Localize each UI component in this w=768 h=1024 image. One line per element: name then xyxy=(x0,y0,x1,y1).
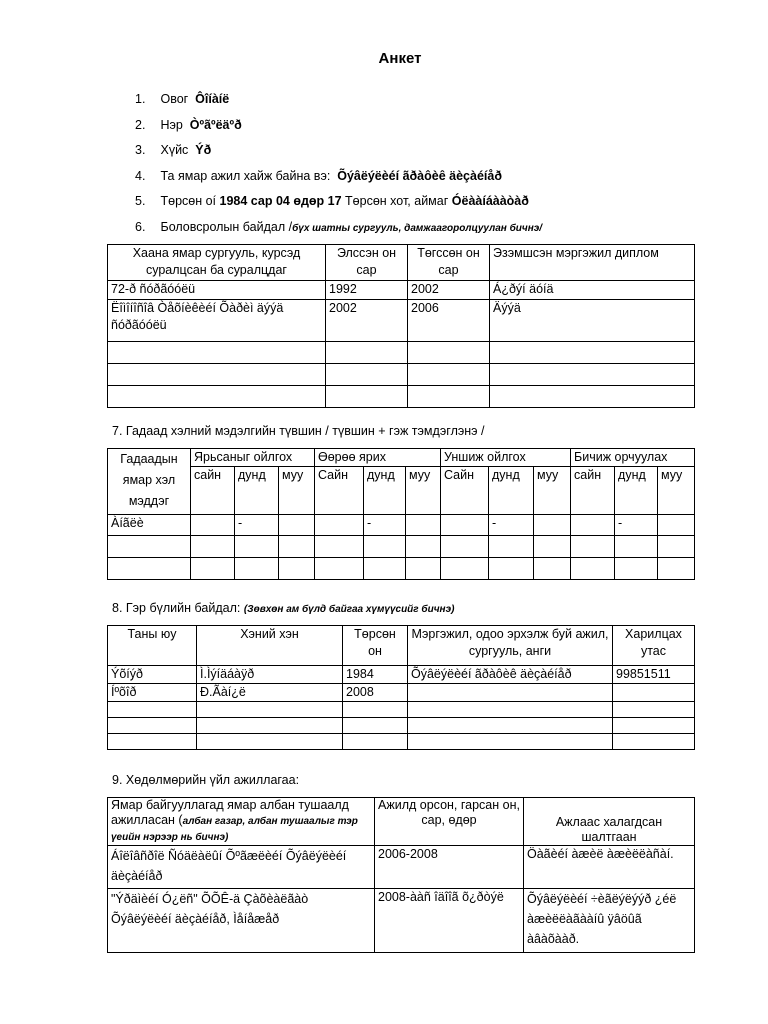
item-number: 1. xyxy=(135,92,146,106)
table-cell: 2002 xyxy=(326,300,408,342)
level-header: сайн xyxy=(191,467,235,515)
col-header: Ажилд орсон, гарсан он, сар, өдөр xyxy=(375,798,524,846)
label-job-sought: Та ямар ажил хайж байна вэ: xyxy=(160,168,331,183)
table-cell: Áîëîâñðîë Ñóäëàëûí Õºãæëèéí Õýâëýëèéí äèçàéíåð xyxy=(108,846,375,889)
personal-info xyxy=(135,90,542,243)
level-mark: - xyxy=(235,515,279,536)
value-birth-place: Óëààíáààòàð xyxy=(451,194,529,208)
level-header: муу xyxy=(534,467,571,515)
value-job-sought: Õýâëýëèéí ãðàôèê äèçàéíåð xyxy=(337,168,502,183)
level-header: муу xyxy=(406,467,441,515)
table-row xyxy=(108,536,695,558)
table-cell: Ýõíýð xyxy=(108,666,197,684)
item-number: 2. xyxy=(135,117,146,132)
table-row xyxy=(108,515,695,536)
table-cell: Ëîìîíîñîâ Òåõíèêèéí Õàðèì äýýä ñóðãóóëü xyxy=(108,300,326,342)
table-cell: Äýýä xyxy=(490,300,695,342)
label-birth-place: Төрсөн хот, аймаг xyxy=(345,194,449,208)
col-header: Мэргэжил, одоо эрхэлж буй ажил, сургууль, анги xyxy=(408,626,613,666)
label-birth-year: Төрсөн оí xyxy=(160,194,217,208)
table-cell: 2002 xyxy=(408,281,490,300)
item-number: 4. xyxy=(135,168,146,183)
item-birth xyxy=(135,192,542,218)
col-header xyxy=(108,798,375,846)
section-9-heading: 9. Хөдөлмөрийн үйл ажиллагаа: xyxy=(112,773,300,787)
level-header: муу xyxy=(658,467,695,515)
language-header: Гадаадын ямар хэл мэддэг xyxy=(108,449,191,515)
table-row xyxy=(108,342,695,364)
table-cell: 2008-ààñ îäîîã õ¿ðòýë xyxy=(375,889,524,953)
table-row xyxy=(108,718,695,734)
work-header-text: Ямар байгууллагад ямар албан тушаалд ажилласан ( xyxy=(111,798,349,827)
table-cell: "Ýðäìèéí Ó¿ëñ" ÕÕÊ-ä Çàõèàëãàò Õýâëýëèéí äèçàéíåð, Ìåíåæåð xyxy=(108,889,375,953)
level-header: дунд xyxy=(489,467,534,515)
col-header: Төгссөн он сар xyxy=(408,245,490,281)
item-number: 6. xyxy=(135,219,146,234)
level-mark: - xyxy=(489,515,534,536)
table-row xyxy=(108,300,695,342)
level-header: дунд xyxy=(235,467,279,515)
value-name: Òºãºëäºð xyxy=(189,117,242,132)
table-row xyxy=(108,846,695,889)
table-row xyxy=(108,386,695,408)
value-surname: Ôîíàíë xyxy=(195,92,230,106)
table-cell: 1992 xyxy=(326,281,408,300)
value-birth-date: 1984 сар 04 өдөр 17 xyxy=(219,194,342,208)
group-header: Өөрөө ярих xyxy=(315,449,441,467)
table-cell: 2006-2008 xyxy=(375,846,524,889)
item-job-sought xyxy=(135,167,542,193)
level-mark: - xyxy=(364,515,406,536)
item-gender xyxy=(135,141,542,167)
table-row xyxy=(108,684,695,702)
table-cell: 1984 xyxy=(343,666,408,684)
col-header: Хаана ямар сургууль, курсэд суралцсан ба суралцдаг xyxy=(108,245,326,281)
level-header: Сайн xyxy=(315,467,364,515)
table-cell: Íºõîð xyxy=(108,684,197,702)
group-header: Ярьсаныг ойлгох xyxy=(191,449,315,467)
value-gender: Ýð xyxy=(195,143,212,157)
table-cell: Õýâëýëèéí ãðàôèê äèçàéíåð xyxy=(408,666,613,684)
table-row xyxy=(108,702,695,718)
table-row xyxy=(108,558,695,580)
table-row xyxy=(108,734,695,750)
table-cell: 2006 xyxy=(408,300,490,342)
level-header: дунд xyxy=(364,467,406,515)
family-table xyxy=(107,625,695,750)
language-name: Àíãëè xyxy=(108,515,191,536)
table-row xyxy=(108,666,695,684)
table-cell: Ð.Ãàí¿ë xyxy=(197,684,343,702)
table-cell: 2008 xyxy=(343,684,408,702)
label-surname: Овог xyxy=(160,92,189,106)
col-header: Харилцах утас xyxy=(613,626,695,666)
col-header: Ажлаас халагдсан шалтгаан xyxy=(524,798,695,846)
table-cell: Á¿ðýí äóíä xyxy=(490,281,695,300)
label-gender: Хүйс xyxy=(160,143,189,157)
col-header: Эзэмшсэн мэргэжил диплом xyxy=(490,245,695,281)
label-name: Нэр xyxy=(160,117,183,132)
level-header: сайн xyxy=(571,467,615,515)
table-cell xyxy=(613,684,695,702)
language-table xyxy=(107,448,695,580)
item-number: 3. xyxy=(135,143,146,157)
level-header: Сайн xyxy=(441,467,489,515)
section-8-heading xyxy=(112,601,454,615)
item-name xyxy=(135,116,542,142)
table-cell: Õýâëýëèéí ÷èãëýëýýð ¿éë àæèëëàãààíû ÿâöûã àâàõààð. xyxy=(524,889,695,953)
level-header: дунд xyxy=(615,467,658,515)
col-header: Хэний хэн xyxy=(197,626,343,666)
work-table xyxy=(107,797,695,953)
education-table xyxy=(107,244,695,408)
col-header: Элссэн он сар xyxy=(326,245,408,281)
table-cell: 72-ð ñóðãóóëü xyxy=(108,281,326,300)
table-cell: Ì.Ìýíäáàÿð xyxy=(197,666,343,684)
table-cell: 99851511 xyxy=(613,666,695,684)
label-education: Боловсролын байдал / xyxy=(160,219,293,234)
table-row xyxy=(108,889,695,953)
page-title: Анкет xyxy=(378,50,422,67)
table-cell: Öàãèéí àæèë àæèëëàñàí. xyxy=(524,846,695,889)
group-header: Бичиж орчуулах xyxy=(571,449,695,467)
col-header: Төрсөн он xyxy=(343,626,408,666)
item-number: 5. xyxy=(135,194,146,208)
table-row xyxy=(108,281,695,300)
section-8-note: (Зөвхөн ам бүлд байгаа хүмүүсийг бичнэ) xyxy=(243,604,455,615)
level-header: муу xyxy=(279,467,315,515)
section-8-title: 8. Гэр бүлийн байдал: xyxy=(112,601,241,615)
work-header-note: албан газар, албан тушаалыг тэр үеийн нэрээр нь бичнэ) xyxy=(111,816,358,843)
table-cell xyxy=(408,684,613,702)
group-header: Уншиж ойлгох xyxy=(441,449,571,467)
section-7-heading: 7. Гадаад хэлний мэдэлгийн түвшин / түвшин + гэж тэмдэглэнэ / xyxy=(112,424,485,438)
col-header: Таны юу xyxy=(108,626,197,666)
level-mark: - xyxy=(615,515,658,536)
item-education xyxy=(135,218,542,244)
education-note: бүх шатны сургууль, дамжаагоролцуулан бичнэ/ xyxy=(292,222,543,234)
item-surname xyxy=(135,90,542,116)
table-row xyxy=(108,364,695,386)
